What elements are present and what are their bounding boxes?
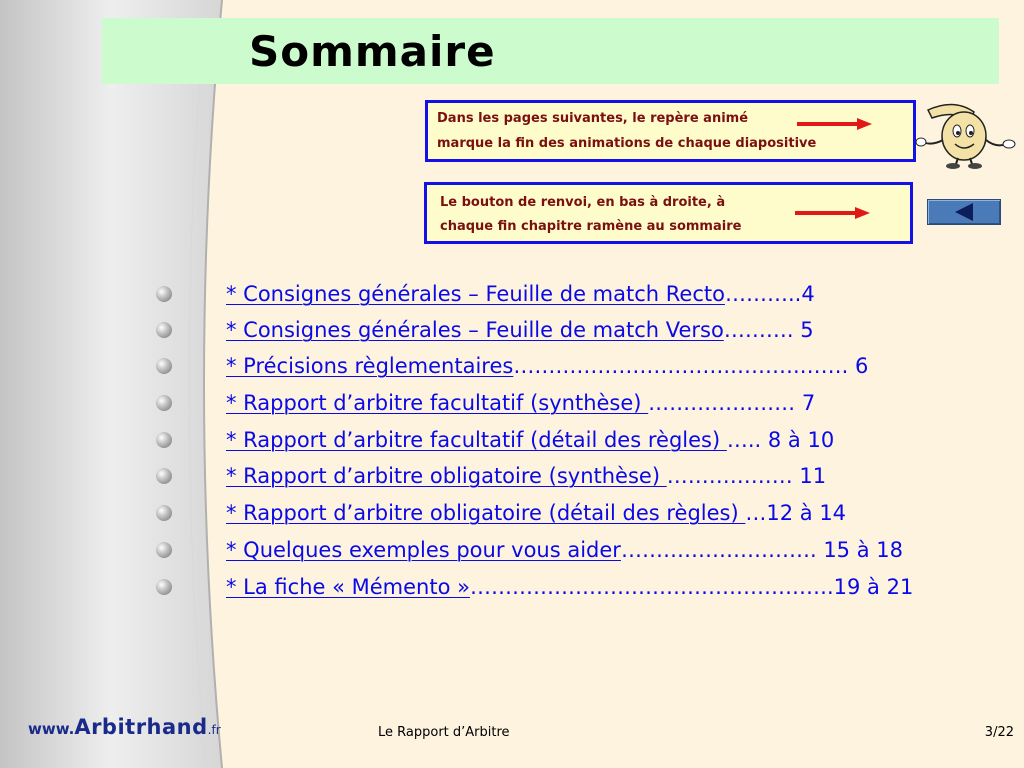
toc-item	[0, 280, 1024, 310]
info-box-line: marque la fin des animations de chaque diapositive	[437, 136, 817, 151]
toc-link[interactable]: * Rapport d’arbitre facultatif (synthèse)	[226, 391, 649, 415]
toc-item	[0, 426, 1024, 456]
footer-title: Le Rapport d’Arbitre	[378, 725, 510, 740]
site-logo[interactable]	[28, 717, 221, 738]
toc-page-number: 5	[800, 318, 814, 342]
toc-dots: …	[745, 501, 767, 525]
info-box-animation-marker	[425, 100, 916, 162]
toc-dots: ……………………….	[620, 538, 824, 562]
toc-dots: ………………………….……….…….	[513, 354, 856, 378]
toc-page-number: 19 à 21	[833, 575, 914, 599]
binder-side-panel	[0, 0, 240, 768]
bullet-icon	[156, 505, 172, 521]
toc-link[interactable]: * Rapport d’arbitre facultatif (détail des règles)	[226, 428, 727, 452]
bullet-icon	[156, 322, 172, 338]
toc-item	[0, 352, 1024, 382]
toc-page-number: 15 à 18	[823, 538, 903, 562]
title-band	[102, 18, 999, 84]
bullet-icon	[156, 395, 172, 411]
toc-item	[0, 389, 1024, 419]
toc-item	[0, 536, 1024, 566]
toc-link[interactable]: * Rapport d’arbitre obligatoire (synthèse)	[226, 464, 667, 488]
whistle-mascot-icon	[914, 96, 1022, 170]
logo-tld: .fr	[207, 723, 221, 737]
toc-page-number: 7	[801, 391, 816, 415]
bullet-icon	[156, 542, 172, 558]
back-to-summary-button[interactable]	[927, 199, 1001, 225]
info-box-line: chaque fin chapitre ramène au sommaire	[440, 219, 742, 234]
page-number: 3/22	[984, 725, 1014, 740]
logo-name: Arbitrhand	[74, 715, 208, 739]
toc-link[interactable]: * Consignes générales – Feuille de match Recto	[226, 282, 725, 306]
back-triangle-icon	[927, 199, 1001, 225]
toc-item	[0, 573, 1024, 603]
toc-page-number: 8 à 10	[767, 428, 835, 452]
bullet-icon	[156, 579, 172, 595]
toc-dots: ………………	[666, 464, 800, 488]
toc-dots: …………………	[648, 391, 802, 415]
info-box-line: Le bouton de renvoi, en bas à droite, à	[440, 195, 726, 210]
page-title: Sommaire	[249, 27, 496, 76]
toc-item	[0, 316, 1024, 346]
toc-link[interactable]: * Rapport d’arbitre obligatoire (détail des règles)	[226, 501, 746, 525]
toc-link[interactable]: * Consignes générales – Feuille de match Verso	[226, 318, 724, 342]
toc-link[interactable]: * Précisions règlementaires	[226, 354, 514, 378]
toc-page-number: 11	[799, 464, 827, 488]
toc-link[interactable]: * Quelques exemples pour vous aider	[226, 538, 621, 562]
red-arrow-right-icon	[795, 206, 871, 220]
info-box-line: Dans les pages suivantes, le repère animé	[437, 111, 749, 126]
toc-page-number: 4	[801, 282, 815, 306]
toc-item	[0, 499, 1024, 529]
toc-page-number: 6	[855, 354, 869, 378]
toc-dots: ………..	[724, 282, 802, 306]
bullet-icon	[156, 286, 172, 302]
bullet-icon	[156, 468, 172, 484]
toc-link[interactable]: * La fiche « Mémento »	[226, 575, 470, 599]
red-arrow-right-icon	[797, 117, 873, 131]
logo-www: www.	[28, 720, 75, 738]
toc-dots: …………………………………………….	[469, 575, 834, 599]
toc-item	[0, 462, 1024, 492]
toc-page-number: 12 à 14	[766, 501, 847, 525]
info-box-back-button	[424, 182, 913, 244]
toc-dots: ……….	[723, 318, 801, 342]
bullet-icon	[156, 432, 172, 448]
toc-dots: …..	[726, 428, 768, 452]
bullet-icon	[156, 358, 172, 374]
